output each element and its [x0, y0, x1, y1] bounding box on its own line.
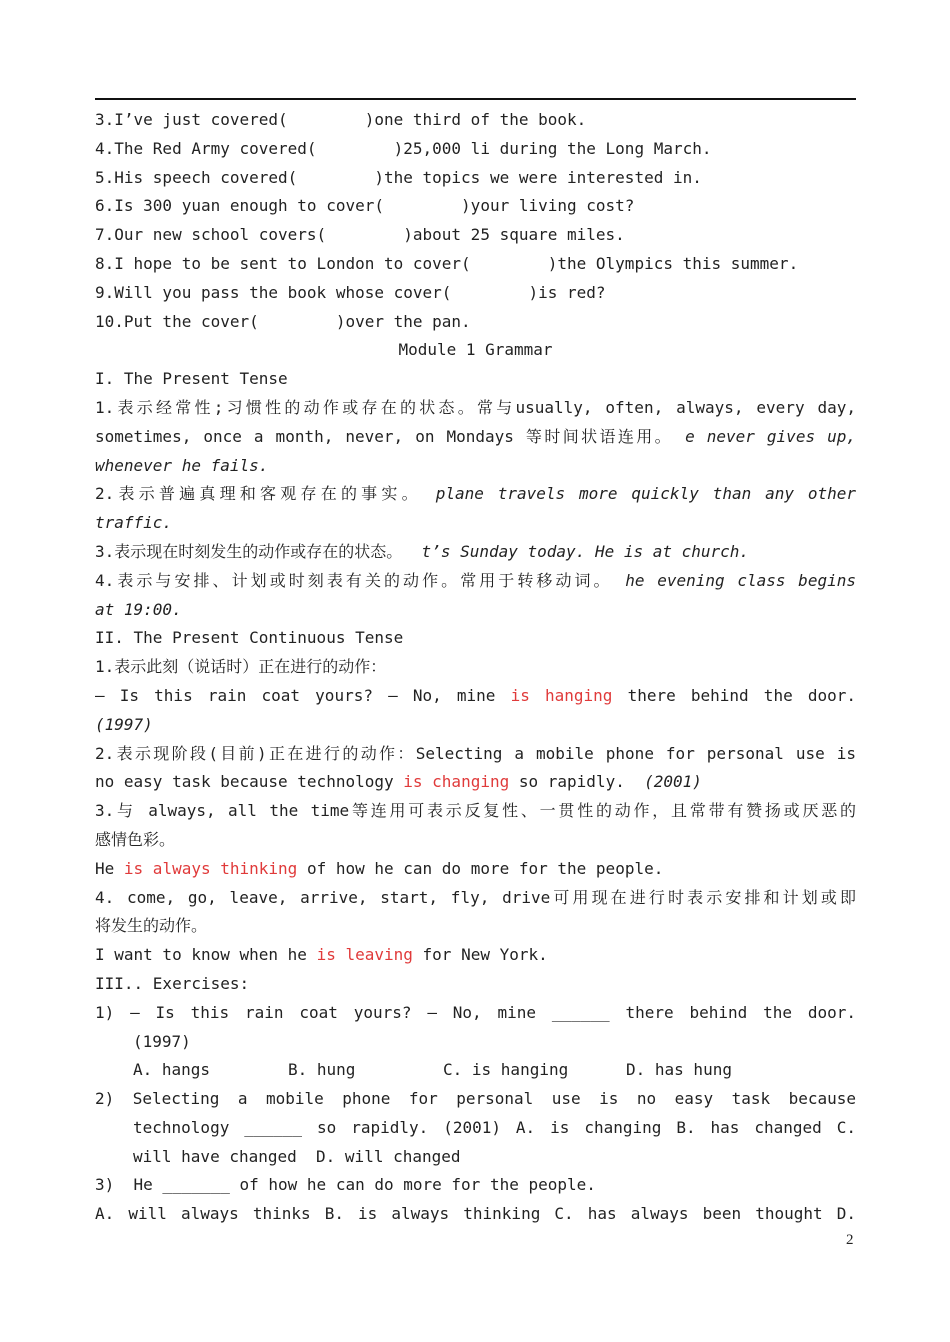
exercise-options: A. will always thinks B. is always thinking C. has always been thought D. [95, 1204, 856, 1224]
module-title: Module 1 Grammar [398, 340, 553, 360]
example-text: whenever he fails. [95, 455, 269, 475]
exercise-line: (1997) [133, 1031, 191, 1051]
vocab-item: 6.Is 300 yuan enough to cover( )your living cost? [95, 196, 635, 216]
year-label: (1997) [95, 714, 153, 734]
example-text: I want to know when he [95, 945, 307, 965]
paragraph-line [95, 480, 856, 509]
document-body [95, 106, 856, 1229]
example-line [95, 941, 856, 970]
paragraph-line: 1.表示经常性;习惯性的动作或存在的状态。常与usually, often, always, every day, [95, 397, 856, 417]
example-text: so rapidly. [518, 772, 625, 792]
exercise-line: will have changed D. will changed [133, 1146, 461, 1166]
vocab-item: 5.His speech covered( )the topics we were interested in. [95, 167, 702, 187]
paragraph-line: 3.与 always, all the time等连用可表示反复性、一贯性的动作，且常带有赞扬或厌恶的 [95, 801, 856, 821]
example-text: traffic. [95, 513, 173, 533]
section-heading: III.. Exercises: [95, 973, 250, 993]
highlighted-verb: is hanging [510, 685, 613, 705]
example-text: e never gives up, [685, 426, 856, 446]
example-text: plane travels more quickly than any other [435, 484, 856, 504]
example-text: at 19:00. [95, 599, 182, 619]
example-text: t’s Sunday today. He is at church. [421, 541, 750, 561]
paragraph-line: 2.表示现阶段(目前)正在进行的动作：Selecting a mobile phone for personal use is [95, 743, 856, 763]
year-label: (2001) [644, 772, 702, 792]
paragraph-text: 3.表示现在时刻发生的动作或存在的状态。 [95, 541, 403, 561]
option-c: C. is hanging [443, 1060, 569, 1080]
example-text: of how he can do more for the people. [306, 858, 664, 878]
example-line [95, 855, 856, 884]
exercise-question: 3) He _______ of how he can do more for the people. [95, 1175, 596, 1195]
vocab-item: 4.The Red Army covered( )25,000 li during the Long March. [95, 138, 712, 158]
paragraph-text: 2.表示普遍真理和客观存在的事实。 [95, 484, 422, 504]
vocab-item: 8.I hope to be sent to London to cover( )the Olympics this summer. [95, 253, 799, 273]
vocab-item: 9.Will you pass the book whose cover( )is red? [95, 282, 606, 302]
vocab-item: 7.Our new school covers( )about 25 square miles. [95, 225, 625, 245]
exercise-question: 1) — Is this rain coat yours? — No, mine ______ there behind the door. [95, 1002, 856, 1022]
example-text: he evening class begins [625, 570, 856, 590]
example-text: for New York. [422, 945, 548, 965]
example-text: — Is this rain coat yours? — No, mine [95, 685, 496, 705]
section-heading: II. The Present Continuous Tense [95, 628, 404, 648]
highlighted-verb: is leaving [316, 945, 413, 965]
highlighted-verb: is always thinking [123, 858, 298, 878]
example-line [95, 682, 856, 711]
option-b: B. hung [288, 1060, 356, 1080]
paragraph-text: 4.表示与安排、计划或时刻表有关的动作。常用于转移动词。 [95, 570, 613, 590]
highlighted-verb: is changing [403, 772, 510, 792]
example-text: He [95, 858, 115, 878]
page-number: 2 [846, 1232, 854, 1248]
paragraph-line: 将发生的动作。 [95, 916, 208, 936]
example-text: no easy task because technology [95, 772, 394, 792]
exercise-line: technology ______ so rapidly. (2001) A. is changing B. has changed C. [133, 1117, 856, 1137]
paragraph-line: 1.表示此刻（说话时）正在进行的动作： [95, 657, 387, 677]
paragraph-line: 4. come, go, leave, arrive, start, fly, drive可用现在进行时表示安排和计划或即 [95, 887, 856, 907]
paragraph-line [95, 567, 856, 596]
section-heading: I. The Present Tense [95, 369, 288, 389]
header-rule [95, 98, 856, 100]
paragraph-line [95, 538, 856, 567]
paragraph-line: 感情色彩。 [95, 829, 176, 849]
exercise-options [95, 1056, 856, 1085]
vocab-item: 3.I’ve just covered( )one third of the book. [95, 110, 587, 129]
option-d: D. has hung [626, 1060, 732, 1080]
example-line [95, 768, 856, 797]
vocab-item: 10.Put the cover( )over the pan. [95, 311, 471, 331]
exercise-question: 2) Selecting a mobile phone for personal use is no easy task because [95, 1089, 856, 1109]
paragraph-line [95, 423, 856, 452]
option-a: A. hangs [133, 1060, 211, 1080]
example-text: there behind the door. [627, 685, 856, 705]
paragraph-text: sometimes, once a month, never, on Mondays 等时间状语连用。 [95, 426, 674, 446]
